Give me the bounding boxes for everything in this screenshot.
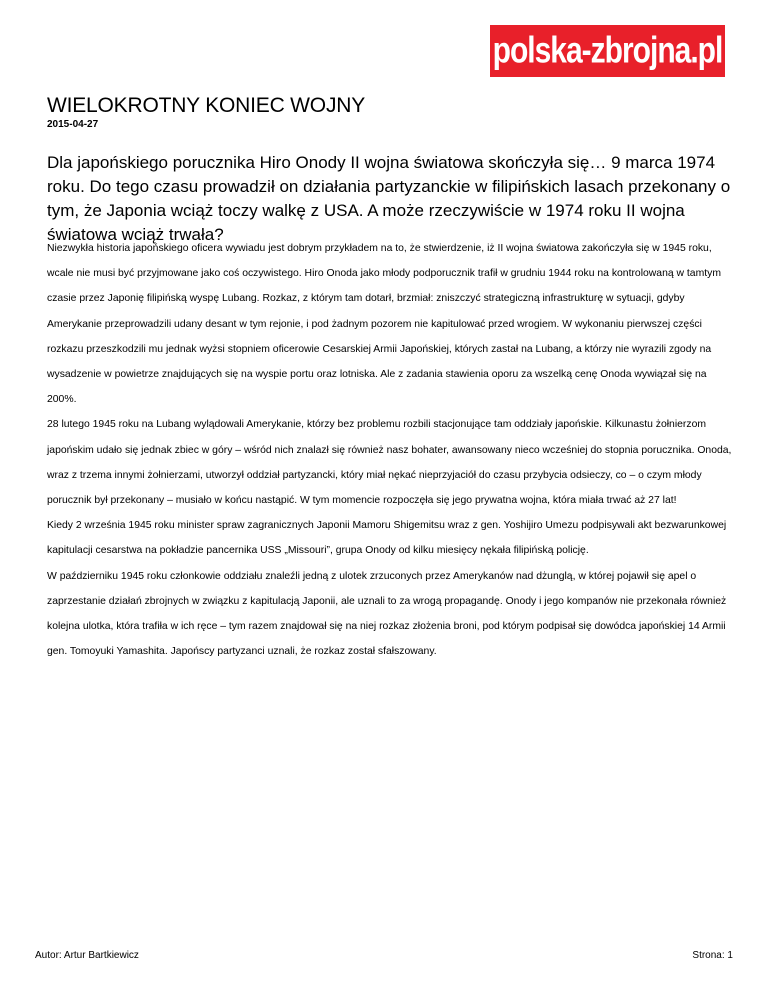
article-date: 2015-04-27 <box>47 119 99 130</box>
logo-text: polska-zbrojna.pl <box>492 29 723 71</box>
body-paragraph: 28 lutego 1945 roku na Lubang wylądowali Amerykanie, którzy bez problemu rozbili stacjonujące tam oddziały japońskie. Kilkunastu żołnierzom japońskim udało się jednak zbiec w góry – wśród nich znalazł się również nasz bohater, awansowany nieco wcześniej do stopnia porucznika. Onoda, wraz z trzema innymi żołnierzami, utworzył oddział partyzancki, który miał nękać nieprzyjaciół do czasu przybycia odsieczy, co – o czym młody porucznik był przekonany – musiało w końcu nastąpić. W tym momencie rozpoczęła się jego prywatna wojna, która miała trwać aż 27 lat! <box>47 419 732 507</box>
article-body <box>47 236 737 664</box>
article-lead: Dla japońskiego porucznika Hiro Onody II wojna światowa skończyła się… 9 marca 1974 roku. Do tego czasu prowadził on działania partyzanckie w filipińskich lasach przekonany o tym, że Japonia wciąż toczy walkę z USA. A może rzeczywiście w 1974 roku II wojna światowa wciąż trwała? <box>47 153 731 244</box>
footer-page-number: Strona: 1 <box>692 950 733 961</box>
article-title: WIELOKROTNY KONIEC WOJNY <box>47 94 366 117</box>
body-paragraph: Kiedy 2 września 1945 roku minister spraw zagranicznych Japonii Mamoru Shigemitsu wraz z gen. Yoshijiro Umezu podpisywali akt bezwarunkowej kapitulacji cesarstwa na pokładzie pancernika USS „Missouri”, grupa Onody od kilku miesięcy nękała filipińską policję. <box>47 520 727 557</box>
site-logo[interactable] <box>490 25 725 77</box>
footer-author: Autor: Artur Bartkiewicz <box>35 950 139 961</box>
body-paragraph: W październiku 1945 roku członkowie oddziału znaleźli jedną z ulotek zrzuconych przez Amerykanów nad dżunglą, w której pojawił się apel o zaprzestanie działań zbrojnych w związku z kapitulacją Japonii, ale uznali to za wrogą propagandę. Onody i jego kompanów nie przekonała również kolejna ulotka, która trafiła w ich ręce – tym razem znajdował się na niej rozkaz złożenia broni, pod którym podpisał się dowódca japońskiej 14 Armii gen. Tomoyuki Yamashita. Japońscy partyzanci uznali, że rozkaz został sfałszowany. <box>47 570 727 658</box>
body-paragraph: Niezwykła historia japońskiego oficera wywiadu jest dobrym przykładem na to, że stwierdzenie, iż II wojna światowa zakończyła się w 1945 roku, wcale nie musi być przyjmowane jako coś oczywistego. Hiro Onoda jako młody podporucznik trafił w grudniu 1944 roku na kontrolowaną w tamtym czasie przez Japonię filipińską wyspę Lubang. Rozkaz, z którym tam dotarł, brzmiał: zniszczyć strategiczną infrastrukturę w sytuacji, gdyby Amerykanie przeprowadzili udany desant w tym rejonie, i pod żadnym pozorem nie kapitulować przed wrogiem. W wykonaniu pierwszej części rozkazu przeszkodzili mu jednak wyżsi stopniem oficerowie Cesarskiej Armii Japońskiej, których zastał na Lubang, a którzy nie wyrazili zgody na wysadzenie w powietrze znajdujących się na wyspie portu oraz lotniska. Ale z zadania stawienia oporu za wszelką cenę Onoda wywiązał się na 200%. <box>47 243 721 406</box>
